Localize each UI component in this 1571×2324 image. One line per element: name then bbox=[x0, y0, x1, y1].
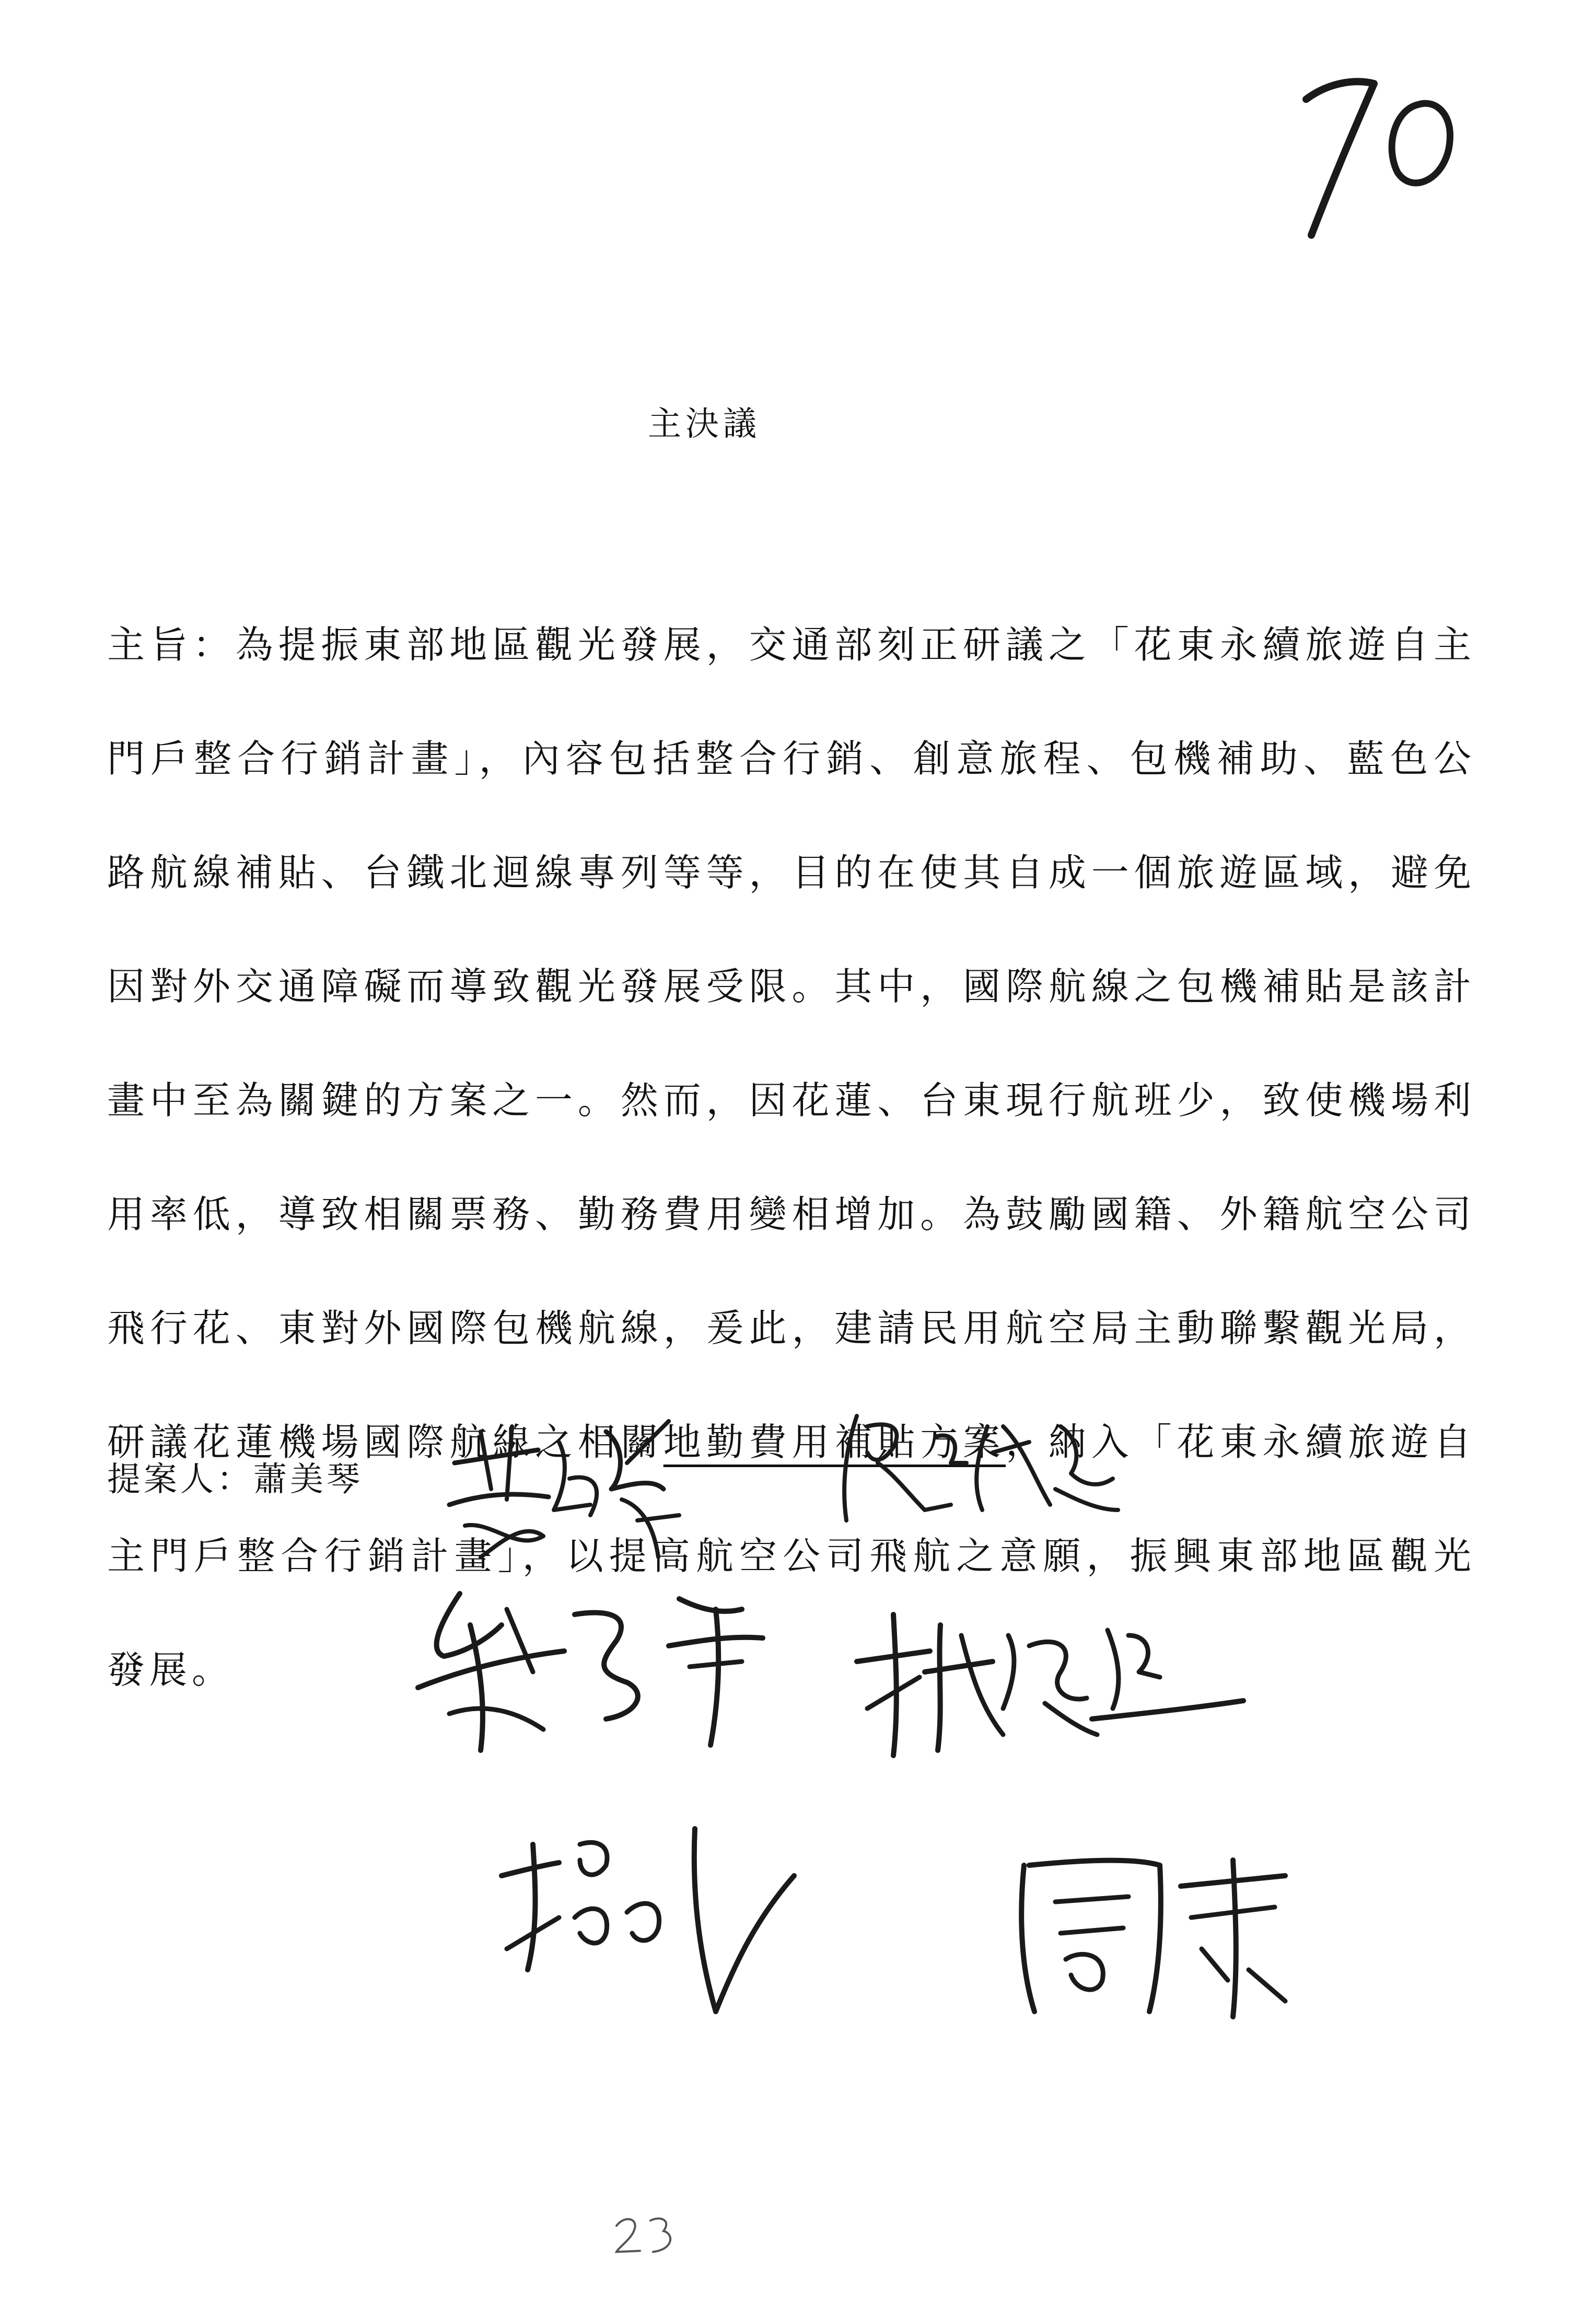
document-title: 主決議 bbox=[648, 405, 761, 444]
proposer-label: 提案人： bbox=[107, 1460, 253, 1499]
body-text-emphasis: 地勤費用補貼方案 bbox=[663, 1420, 1006, 1464]
signature-4 bbox=[846, 1604, 1254, 1761]
handwritten-page-mark bbox=[1296, 63, 1463, 251]
footer-page-number bbox=[611, 2210, 679, 2257]
proposer-line bbox=[107, 1452, 363, 1501]
body-text-tail: ，納入「花東永續旅遊自主門戶整合行銷計畫」，以提高航空公司飛航之意願，振興東部地區觀光發展。 bbox=[107, 1420, 1476, 1692]
signature-6 bbox=[1003, 1844, 1296, 2022]
proposer-name: 蕭美琴 bbox=[253, 1460, 363, 1499]
signature-2 bbox=[831, 1405, 1123, 1526]
body-label: 主旨： bbox=[107, 623, 236, 667]
document-body bbox=[107, 588, 1476, 1727]
signature-5 bbox=[491, 1813, 836, 2022]
signature-3 bbox=[408, 1578, 784, 1756]
signature-1 bbox=[434, 1400, 684, 1562]
body-text-main: 為提振東部地區觀光發展，交通部刻正研議之「花東永續旅遊自主門戶整合行銷計畫」，內容包括整合行銷、創意旅程、包機補助、藍色公路航線補貼、台鐵北迴線專列等等，目的在使其自成一個旅遊區域，避免因對外交通障礙而導致觀光發展受限。其中，國際航線之包機補貼是該計畫中至為關鍵的方案之一。然而，因花蓮、台東現行航班少，致使機場利用率低，導致相關票務、勤務費用變相增加。為鼓勵國籍、外籍航空公司飛行花、東對外國際包機航線，爰此，建請民用航空局主動聯繫觀光局，研議花蓮機場國際航線之相關 bbox=[107, 623, 1476, 1464]
